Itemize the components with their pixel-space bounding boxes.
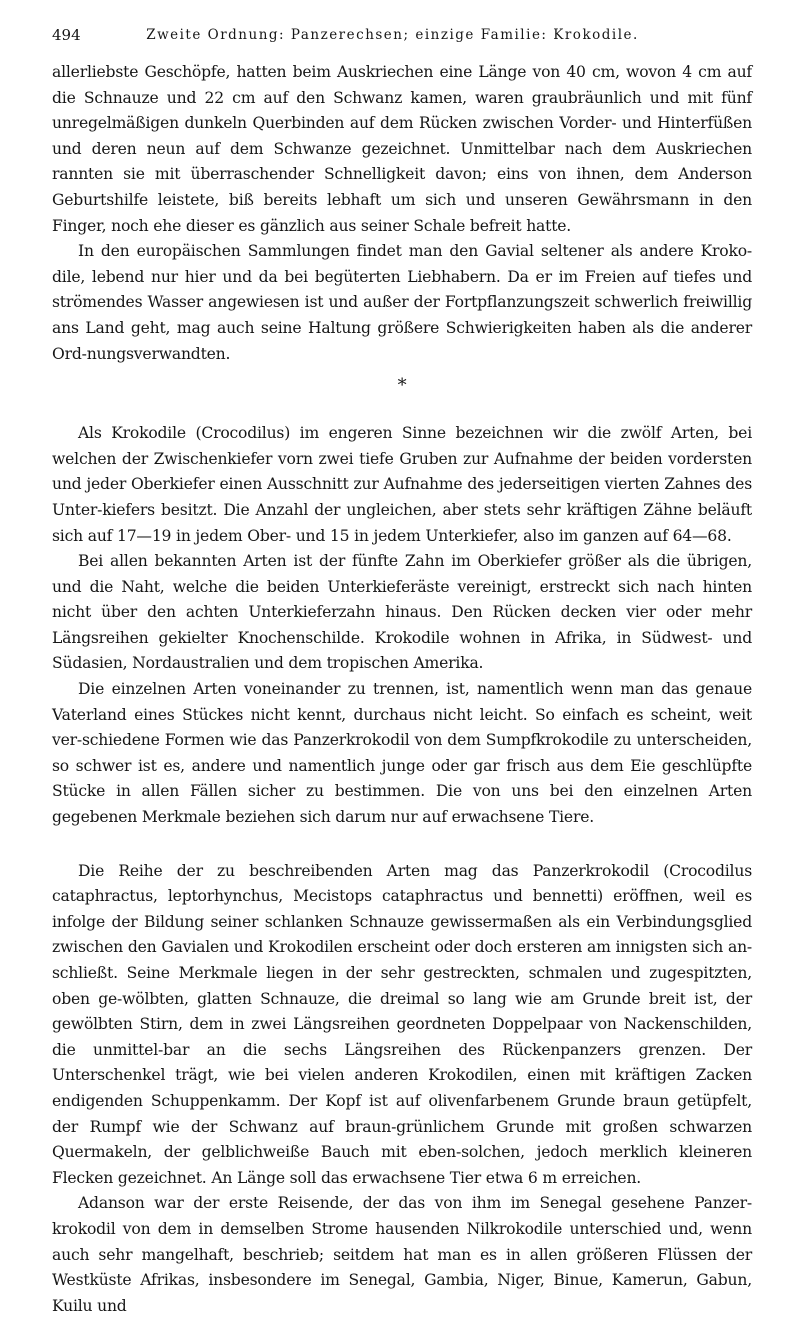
- page-number: 494: [52, 26, 81, 44]
- paragraph-krokodile-identification: Die einzelnen Arten voneinander zu trennen, ist, namentlich wenn man das genaue Vaterland eines Stückes nicht kennt, durchaus nicht leicht. So einfach es scheint, weit ver-schiedene Formen wie das Panzerkrokodil von dem Sumpfkrokodile zu unterscheiden, so schwer ist es, andere und namentlich junge oder gar frisch aus dem Eie geschlüpfte Stücke in allen Fällen sicher zu bestimmen. Die von uns bei den einzelnen Arten gegebenen Merkmale beziehen sich darum nur auf erwachsene Tiere.: [52, 680, 752, 827]
- paragraph-panzerkrokodil-description: Die Reihe der zu beschreibenden Arten mag das Panzerkrokodil (Crocodilus cataphractus, leptorhynchus, Mecistops cataphractus und bennetti) eröffnen, weil es infolge der Bildung seiner schlanken Schnauze gewissermaßen als ein Verbindungsglied zwischen den Gavialen und Krokodilen erscheint oder doch ersteren am innigsten sich an-schließt. Seine Merkmale liegen in der sehr gestreckten, schmalen und zugespitzten, oben ge-wölbten, glatten Schnauze, die dreimal so lang wie am Grunde breit ist, der gewölbten Stirn, dem in zwei Längsreihen geordneten Doppelpaar von Nackenschilden, die unmittel-bar an die sechs Längsreihen des Rückenpanzers grenzen. Der Unterschenkel trägt, wie bei vielen anderen Krokodilen, einen mit kräftigen Zacken endigenden Schuppenkamm. Der Kopf ist auf olivenfarbenem Grunde braun getüpfelt, der Rumpf wie der Schwanz auf braun-grünlichem Grunde mit großen schwarzen Quermakeln, der gelblichweiße Bauch mit eben-solchen, jedoch merklich kleineren Flecken gezeichnet. An Länge soll das erwachsene Tier etwa 6 m erreichen.: [52, 861, 752, 1187]
- paragraph-gavial-collections: In den europäischen Sammlungen findet man den Gavial seltener als andere Kroko-dile, lebend nur hier und da bei begüterten Liebhabern. Da er im Freien auf tiefes und strömendes Wasser angewiesen ist und außer der Fortpflanzungszeit schwerlich freiwillig ans Land geht, mag auch seine Haltung größere Schwierigkeiten haben als die anderer Ord-nungsverwandten.: [52, 242, 752, 363]
- paragraph-krokodile-features: Bei allen bekannten Arten ist der fünfte Zahn im Oberkiefer größer als die übrigen, und die Naht, welche die beiden Unterkieferäste vereinigt, erstreckt sich nach hinten nicht über den achten Unterkieferzahn hinaus. Den Rücken decken vier oder mehr Längsreihen gekielter Knochenschilde. Krokodile wohnen in Afrika, in Südwest- und Südasien, Nordaustralien und dem tropischen Amerika.: [52, 552, 752, 673]
- paragraph-krokodile-definition: Als Krokodile (Crocodilus) im engeren Sinne bezeichnen wir die zwölf Arten, bei welchen der Zwischenkiefer vorn zwei tiefe Gruben zur Aufnahme der beiden vordersten und jeder Oberkiefer einen Ausschnitt zur Aufnahme des jederseitigen vierten Zahnes des Unter-kiefers besitzt. Die Anzahl der ungleichen, aber stets sehr kräftigen Zähne beläuft sich auf 17—19 in jedem Ober- und 15 in jedem Unterkiefer, also im ganzen auf 64—68.: [52, 424, 752, 545]
- section-separator-asterisk: *: [397, 375, 407, 397]
- body-text: [52, 60, 752, 1319]
- running-title: Zweite Ordnung: Panzerechsen; einzige Familie: Krokodile.: [146, 27, 639, 43]
- paragraph-adanson: Adanson war der erste Reisende, der das von ihm im Senegal gesehene Panzer-krokodil von dem in demselben Strome hausenden Nilkrokodile unterschied und, wenn auch sehr mangelhaft, beschrieb; seitdem hat man es in allen größeren Flüssen der Westküste Afrikas, insbesondere im Senegal, Gambia, Niger, Binue, Kamerun, Gabun, Kuilu und: [52, 1194, 752, 1315]
- paragraph-continuation: allerliebste Geschöpfe, hatten beim Auskriechen eine Länge von 40 cm, wovon 4 cm auf die Schnauze und 22 cm auf den Schwanz kamen, waren graubräunlich und mit fünf unregelmäßigen dunkeln Querbinden auf dem Rücken zwischen Vorder- und Hinterfüßen und deren neun auf dem Schwanze gezeichnet. Unmittelbar nach dem Auskriechen rannten sie mit überraschender Schnelligkeit davon; eins von ihnen, dem Anderson Geburtshilfe leistete, biß bereits lebhaft um sich und unseren Gewährsmann in den Finger, noch ehe dieser es gänzlich aus seiner Schale befreit hatte.: [52, 63, 752, 235]
- running-head: [52, 22, 733, 48]
